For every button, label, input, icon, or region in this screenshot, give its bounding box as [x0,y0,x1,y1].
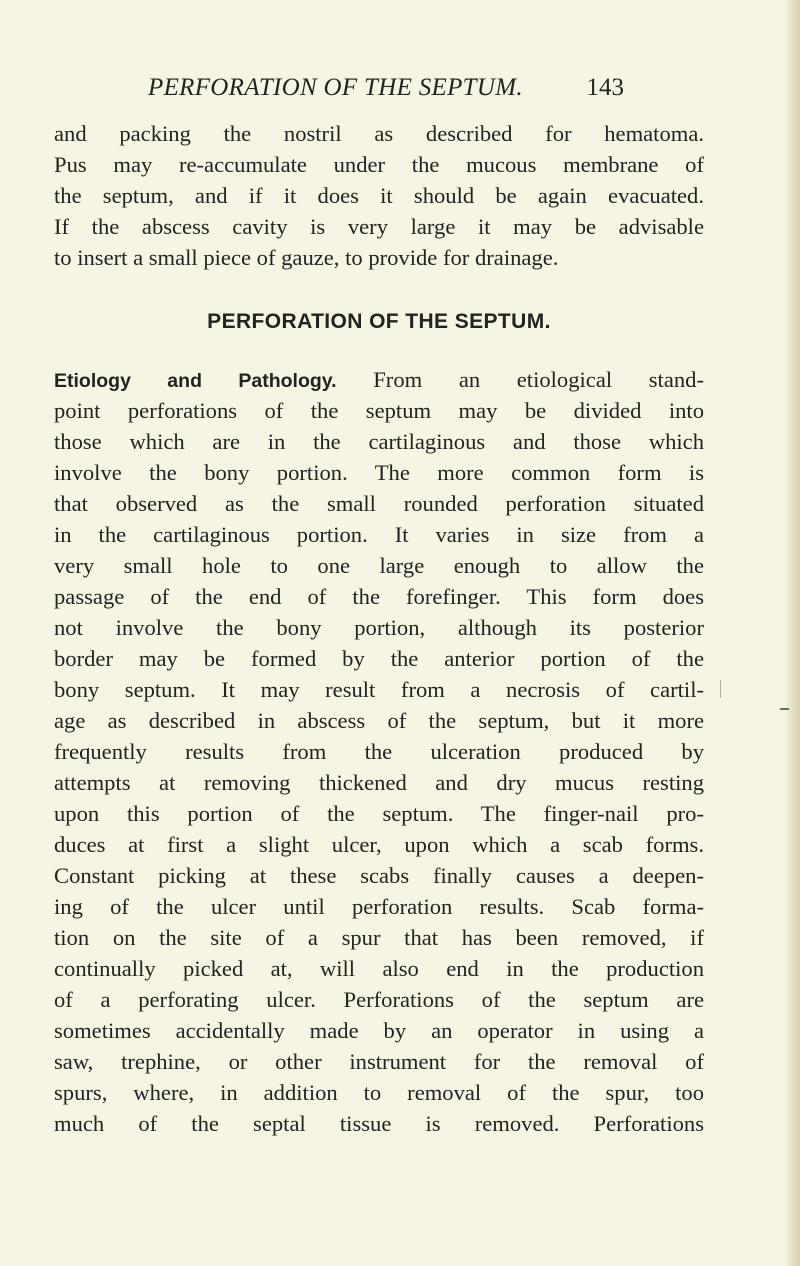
page-edge-shadow [786,0,800,1266]
text-line: passage of the end of the forefinger. This form does [54,584,704,609]
text-line: ing of the ulcer until perforation results. Scab forma- [54,894,704,919]
text-line: Constant picking at these scabs finally causes a deepen- [54,863,704,888]
text-line: frequently results from the ulceration produced by [54,739,704,764]
running-head-title: PERFORATION OF THE SEPTUM. [148,74,523,101]
margin-mark [780,708,789,710]
text-line: duces at first a slight ulcer, upon which a scab forms. [54,832,704,857]
page-number: 143 [586,74,624,101]
running-head [148,74,624,108]
text-line: upon this portion of the septum. The finger-nail pro- [54,801,704,826]
text-line: much of the septal tissue is removed. Perforations [54,1111,704,1136]
text-line: very small hole to one large enough to allow the [54,553,704,578]
paragraph-first-line [54,364,704,395]
text-line: attempts at removing thickened and dry mucus resting [54,770,704,795]
section-heading: PERFORATION OF THE SEPTUM. [207,310,551,333]
text-line: point perforations of the septum may be divided into [54,398,704,423]
text-line: saw, trephine, or other instrument for the removal of [54,1049,704,1074]
text-line: spurs, where, in addition to removal of the spur, too [54,1080,704,1105]
text-line: tion on the site of a spur that has been removed, if [54,925,704,950]
top-paragraph [54,118,704,273]
text-line: border may be formed by the anterior portion of the [54,646,704,671]
text-line: bony septum. It may result from a necrosis of cartil- [54,677,704,702]
text-line: that observed as the small rounded perforation situated [54,491,704,516]
text-line: those which are in the cartilaginous and those which [54,429,704,454]
paragraph-lead-heading: Etiology and Pathology. [54,370,337,392]
text-line: in the cartilaginous portion. It varies in size from a [54,522,704,547]
text-line: continually picked at, will also end in the production [54,956,704,981]
text-line: If the abscess cavity is very large it may be advisable [54,214,704,239]
margin-mark [720,680,721,698]
text-line: involve the bony portion. The more common form is [54,460,704,485]
main-paragraph [54,364,704,1139]
text-line: Pus may re-accumulate under the mucous membrane of [54,152,704,177]
first-line-text: From an etiological stand- [336,367,704,392]
text-line: the septum, and if it does it should be again evacuated. [54,183,704,208]
text-line: to insert a small piece of gauze, to provide for drainage. [54,245,559,270]
text-line: of a perforating ulcer. Perforations of the septum are [54,987,704,1012]
text-line: age as described in abscess of the septum, but it more [54,708,704,733]
text-line: and packing the nostril as described for hematoma. [54,121,704,146]
text-line: sometimes accidentally made by an operator in using a [54,1018,704,1043]
text-line: not involve the bony portion, although its posterior [54,615,704,640]
